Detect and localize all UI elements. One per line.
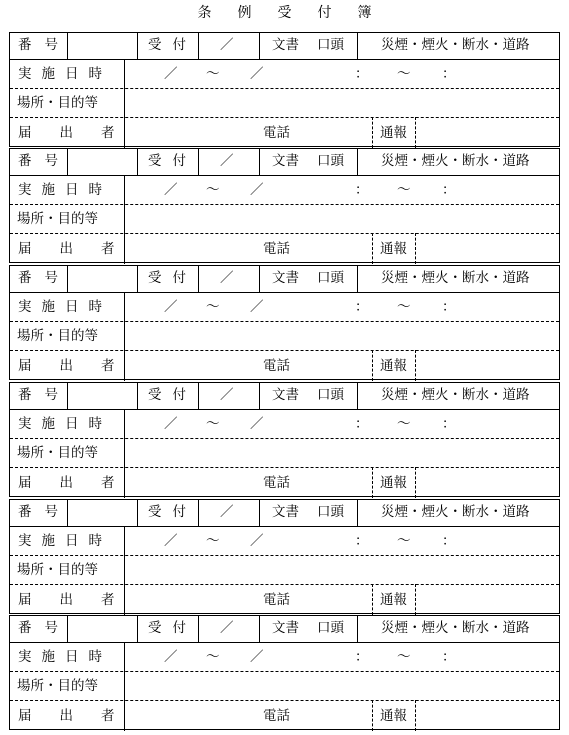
title-char: 条 xyxy=(197,5,212,21)
phone-label: 電話 xyxy=(263,358,290,374)
place-purpose-label: 場所・目的等 xyxy=(17,211,98,227)
datetime-tilde-1: ～ xyxy=(206,416,220,432)
datetime-label: 実 施 日 時 xyxy=(18,182,102,198)
place-purpose-label: 場所・目的等 xyxy=(17,328,98,344)
title-char: 簿 xyxy=(357,5,372,21)
document-option[interactable]: 文書 xyxy=(272,153,299,169)
reception-date-slash: ／ xyxy=(220,620,234,636)
report-field[interactable] xyxy=(416,468,559,496)
datetime-slash-2: ／ xyxy=(250,299,264,315)
number-field[interactable] xyxy=(68,34,137,58)
report-field[interactable] xyxy=(416,234,559,262)
category-options[interactable]: 災煙・煙火・断水・道路 xyxy=(381,620,530,636)
place-purpose-label: 場所・目的等 xyxy=(17,562,98,578)
report-label: 通報 xyxy=(380,241,407,257)
title-char: 受 xyxy=(277,5,292,21)
datetime-label: 実 施 日 時 xyxy=(18,533,102,549)
report-label: 通報 xyxy=(380,125,407,141)
reception-date-slash: ／ xyxy=(220,504,234,520)
report-label: 通報 xyxy=(380,592,407,608)
datetime-slash-1: ／ xyxy=(164,649,178,665)
document-option[interactable]: 文書 xyxy=(272,37,299,53)
place-purpose-label: 場所・目的等 xyxy=(17,445,98,461)
reception-label: 受 付 xyxy=(148,620,186,636)
datetime-tilde-2: ～ xyxy=(397,182,411,198)
phone-label: 電話 xyxy=(263,708,290,724)
datetime-tilde-1: ～ xyxy=(206,66,220,82)
document-option[interactable]: 文書 xyxy=(272,620,299,636)
category-options[interactable]: 災煙・煙火・断水・道路 xyxy=(381,37,530,53)
datetime-colon-1: ： xyxy=(355,649,369,665)
reception-record xyxy=(9,32,560,147)
phone-label: 電話 xyxy=(263,125,290,141)
place-purpose-label: 場所・目的等 xyxy=(17,678,98,694)
reception-label: 受 付 xyxy=(148,37,186,53)
reception-record xyxy=(9,148,560,263)
datetime-colon-2: ： xyxy=(442,649,456,665)
notifier-label: 届 出 者 xyxy=(18,475,115,491)
report-field[interactable] xyxy=(416,701,559,729)
datetime-colon-2: ： xyxy=(442,299,456,315)
datetime-colon-1: ： xyxy=(355,66,369,82)
number-label: 番 号 xyxy=(18,153,58,169)
datetime-colon-2: ： xyxy=(442,533,456,549)
document-option[interactable]: 文書 xyxy=(272,387,299,403)
datetime-slash-2: ／ xyxy=(250,182,264,198)
place-purpose-field[interactable] xyxy=(125,439,559,466)
title-char: 付 xyxy=(317,5,332,21)
number-field[interactable] xyxy=(68,617,137,641)
reception-date-slash: ／ xyxy=(220,153,234,169)
place-purpose-label: 場所・目的等 xyxy=(17,95,98,111)
datetime-slash-1: ／ xyxy=(164,299,178,315)
datetime-tilde-1: ～ xyxy=(206,649,220,665)
datetime-colon-2: ： xyxy=(442,66,456,82)
oral-option[interactable]: 口頭 xyxy=(317,37,344,53)
datetime-slash-2: ／ xyxy=(250,66,264,82)
number-label: 番 号 xyxy=(18,504,58,520)
datetime-colon-2: ： xyxy=(442,416,456,432)
category-options[interactable]: 災煙・煙火・断水・道路 xyxy=(381,270,530,286)
number-label: 番 号 xyxy=(18,387,58,403)
report-field[interactable] xyxy=(416,351,559,379)
report-label: 通報 xyxy=(380,358,407,374)
phone-label: 電話 xyxy=(263,475,290,491)
reception-record xyxy=(9,265,560,380)
datetime-label: 実 施 日 時 xyxy=(18,416,102,432)
place-purpose-field[interactable] xyxy=(125,672,559,699)
place-purpose-field[interactable] xyxy=(125,556,559,583)
reception-date-slash: ／ xyxy=(220,270,234,286)
notifier-label: 届 出 者 xyxy=(18,592,115,608)
place-purpose-field[interactable] xyxy=(125,322,559,349)
datetime-slash-2: ／ xyxy=(250,533,264,549)
datetime-slash-2: ／ xyxy=(250,416,264,432)
report-field[interactable] xyxy=(416,118,559,146)
datetime-tilde-2: ～ xyxy=(397,533,411,549)
report-label: 通報 xyxy=(380,475,407,491)
datetime-slash-2: ／ xyxy=(250,649,264,665)
category-options[interactable]: 災煙・煙火・断水・道路 xyxy=(381,153,530,169)
notifier-label: 届 出 者 xyxy=(18,358,115,374)
number-label: 番 号 xyxy=(18,270,58,286)
place-purpose-field[interactable] xyxy=(125,205,559,232)
datetime-tilde-1: ～ xyxy=(206,533,220,549)
report-label: 通報 xyxy=(380,708,407,724)
category-options[interactable]: 災煙・煙火・断水・道路 xyxy=(381,504,530,520)
document-option[interactable]: 文書 xyxy=(272,504,299,520)
reception-record xyxy=(9,382,560,497)
datetime-tilde-1: ～ xyxy=(206,299,220,315)
datetime-slash-1: ／ xyxy=(164,416,178,432)
notifier-label: 届 出 者 xyxy=(18,125,115,141)
oral-option[interactable]: 口頭 xyxy=(317,620,344,636)
datetime-colon-1: ： xyxy=(355,533,369,549)
category-options[interactable]: 災煙・煙火・断水・道路 xyxy=(381,387,530,403)
datetime-colon-2: ： xyxy=(442,182,456,198)
datetime-tilde-2: ～ xyxy=(397,649,411,665)
number-label: 番 号 xyxy=(18,620,58,636)
number-field[interactable] xyxy=(68,267,137,291)
datetime-tilde-2: ～ xyxy=(397,299,411,315)
report-field[interactable] xyxy=(416,585,559,613)
number-field[interactable] xyxy=(68,150,137,174)
reception-label: 受 付 xyxy=(148,153,186,169)
reception-label: 受 付 xyxy=(148,387,186,403)
reception-date-slash: ／ xyxy=(220,387,234,403)
datetime-slash-1: ／ xyxy=(164,182,178,198)
oral-option[interactable]: 口頭 xyxy=(317,387,344,403)
reception-label: 受 付 xyxy=(148,270,186,286)
datetime-tilde-2: ～ xyxy=(397,66,411,82)
phone-label: 電話 xyxy=(263,592,290,608)
reception-label: 受 付 xyxy=(148,504,186,520)
document-option[interactable]: 文書 xyxy=(272,270,299,286)
datetime-slash-1: ／ xyxy=(164,533,178,549)
oral-option[interactable]: 口頭 xyxy=(317,504,344,520)
reception-record xyxy=(9,615,560,730)
notifier-label: 届 出 者 xyxy=(18,241,115,257)
datetime-label: 実 施 日 時 xyxy=(18,299,102,315)
number-label: 番 号 xyxy=(18,37,58,53)
page-title xyxy=(0,2,569,22)
title-char: 例 xyxy=(237,5,252,21)
datetime-tilde-1: ～ xyxy=(206,182,220,198)
datetime-colon-1: ： xyxy=(355,299,369,315)
oral-option[interactable]: 口頭 xyxy=(317,153,344,169)
datetime-tilde-2: ～ xyxy=(397,416,411,432)
oral-option[interactable]: 口頭 xyxy=(317,270,344,286)
datetime-slash-1: ／ xyxy=(164,66,178,82)
reception-record xyxy=(9,499,560,614)
place-purpose-field[interactable] xyxy=(125,89,559,116)
reception-date-slash: ／ xyxy=(220,37,234,53)
datetime-label: 実 施 日 時 xyxy=(18,66,102,82)
datetime-colon-1: ： xyxy=(355,182,369,198)
datetime-colon-1: ： xyxy=(355,416,369,432)
phone-label: 電話 xyxy=(263,241,290,257)
notifier-label: 届 出 者 xyxy=(18,708,115,724)
number-field[interactable] xyxy=(68,384,137,408)
datetime-label: 実 施 日 時 xyxy=(18,649,102,665)
number-field[interactable] xyxy=(68,501,137,525)
